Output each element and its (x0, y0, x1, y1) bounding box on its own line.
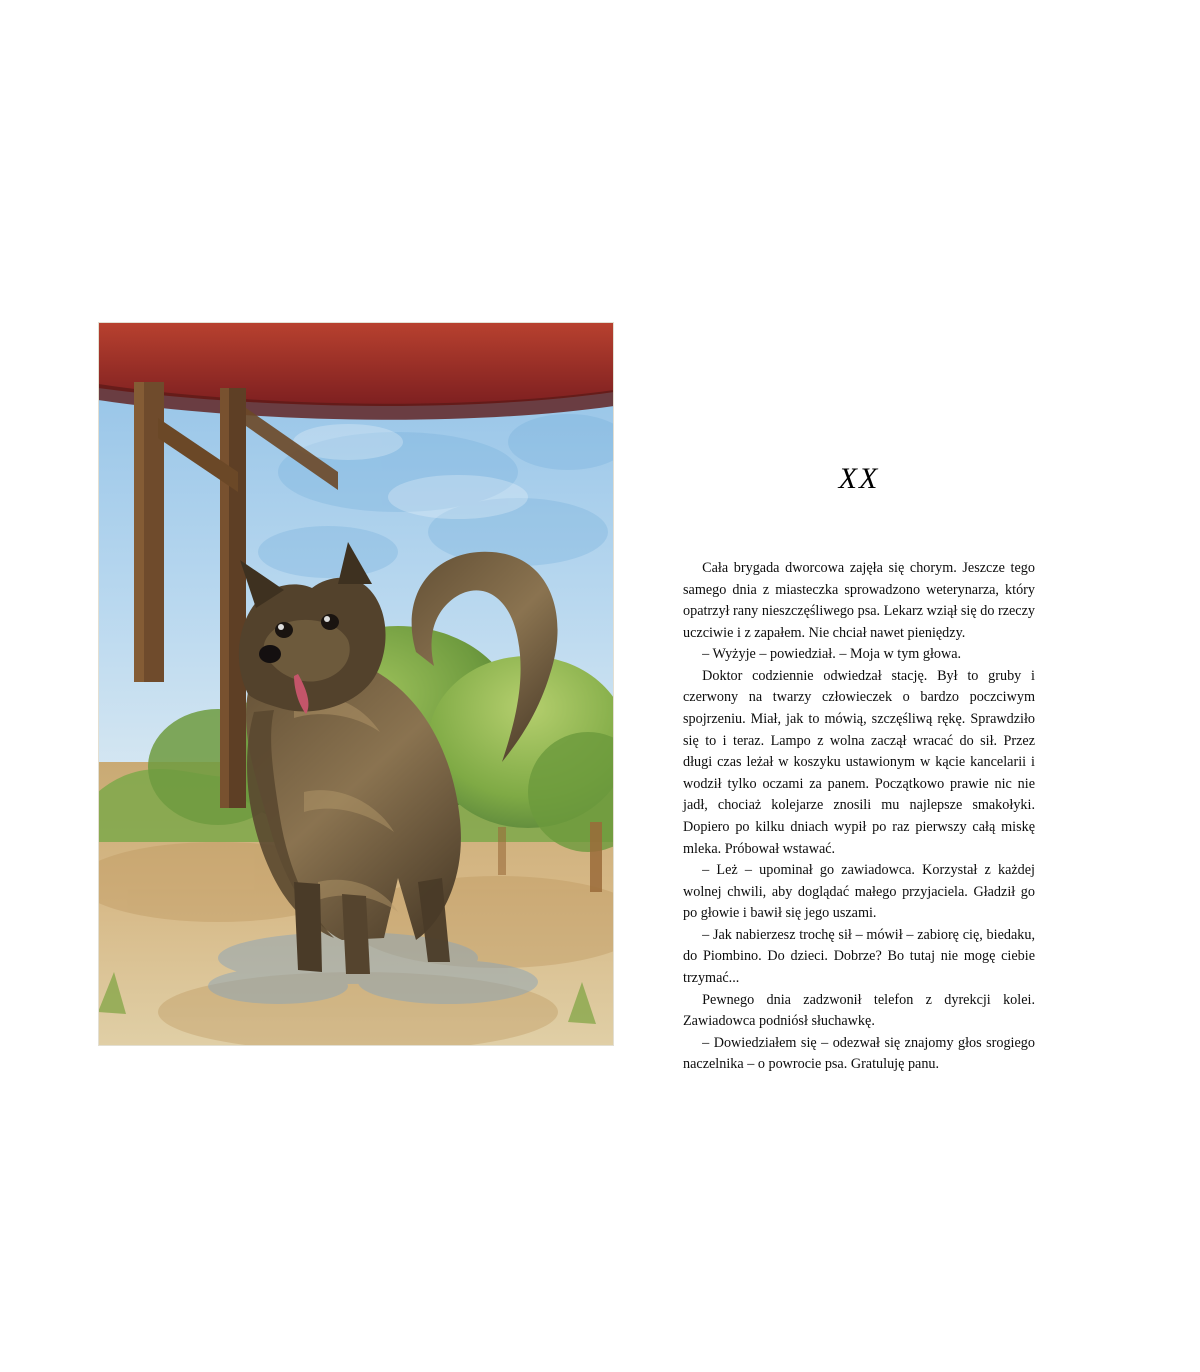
illustration-figure (98, 322, 614, 1046)
paragraph: Doktor codziennie odwiedzał stację. Był to gruby i czerwony na twarzy człowieczek o bardzo poczciwym spojrzeniu. Miał, jak to mówią, szczęśliwą rękę. Sprawdziło się to i teraz. Lampo z wolna zaczął wracać do sił. Przez długi czas leżał w koszyku ustawionym w kącie kancelarii i wodził tylko oczami za panem. Początkowo prawie nic nie jadł, chociaż kolejarze znosili mu najlepsze smakołyki. Dopiero po kilku dniach wypił po raz pierwszy całą miskę mleka. Próbował wstawać. (683, 667, 1035, 857)
paragraph: Pewnego dnia zadzwonił telefon z dyrekcji kolei. Zawiadowca podniósł słuchawkę. (683, 991, 1035, 1030)
paragraph: – Wyżyje – powiedział. – Moja w tym głowa. (702, 646, 962, 663)
paragraph: – Dowiedziałem się – odezwał się znajomy głos srogiego naczelnika – o powrocie psa. Gratuluję panu. (683, 1034, 1035, 1073)
watercolour-illustration (98, 322, 614, 1046)
chapter-number: XX (838, 462, 880, 495)
text-column (683, 462, 1035, 1076)
paragraph: – Jak nabierzesz trochę sił – mówił – zabiorę cię, biedaku, do Piombino. Do dzieci. Dobrze? Bo tutaj nie mogę ciebie trzymać... (683, 926, 1035, 986)
paragraph: – Leż – upominał go zawiadowca. Korzystał z każdej wolnej chwili, aby doglądać małego przyjaciela. Gładził go po głowie i bawił się jego uszami. (683, 862, 1035, 922)
body-text (683, 558, 1035, 1076)
paragraph: Cała brygada dworcowa zajęła się chorym. Jeszcze tego samego dnia z miasteczka sprowadzono weterynarza, który opatrzył rany nieszczęśliwego psa. Lekarz wziął się do rzeczy uczciwie i z zapałem. Nie chciał nawet pieniędzy. (683, 560, 1035, 641)
